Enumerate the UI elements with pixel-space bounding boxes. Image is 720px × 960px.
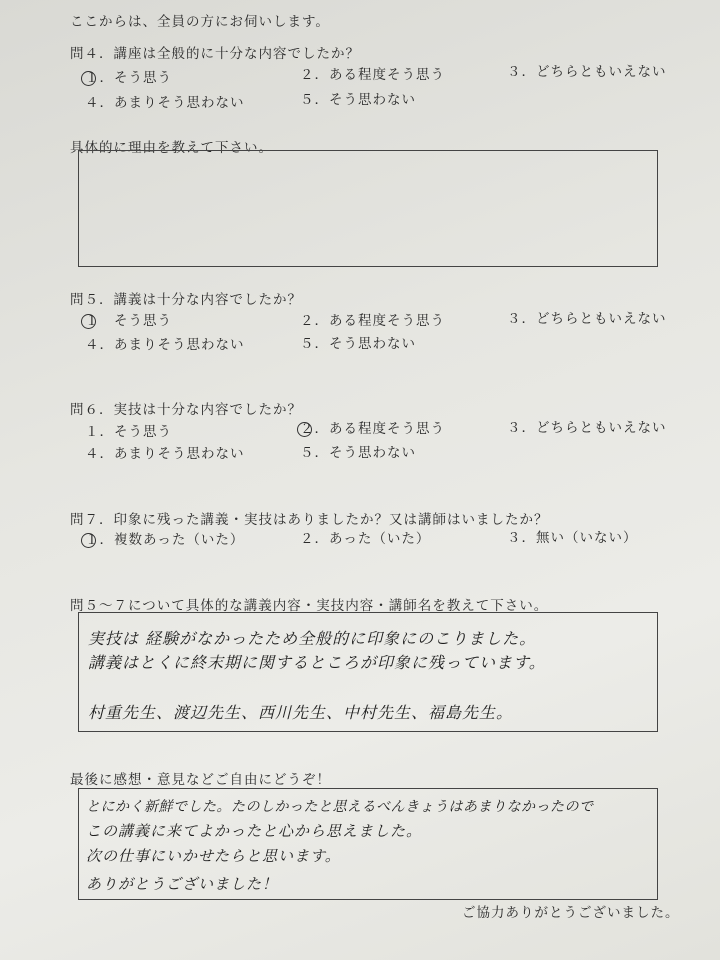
- final-label: 最後に感想・意見などご自由にどうぞ！: [70, 772, 331, 788]
- final-line-4: ありがとうございました！: [86, 875, 279, 893]
- q6-option-5: ５．そう思わない: [300, 445, 416, 461]
- q7-option-2: ２．あった（いた）: [300, 531, 431, 547]
- final-line-1: とにかく新鮮でした。たのしかったと思えるべんきょうはあまりなかったので: [86, 799, 594, 815]
- final-line-2: この講義に来てよかったと心から思えました。: [86, 822, 423, 840]
- q5-option-1: １ そう思う: [85, 313, 172, 329]
- q5-option-3: ３．どちらともいえない: [507, 311, 667, 327]
- detail-line-2: 講義はとくに終末期に関するところが印象に残っています。: [88, 653, 546, 672]
- q6-option-1: １．そう思う: [85, 424, 172, 440]
- q4-reason-label: 具体的に理由を教えて下さい。: [70, 140, 273, 156]
- q7-option-1: １．複数あった（いた）: [85, 532, 245, 548]
- q7-question: 問７．印象に残った講義・実技はありましたか？又は講師はいましたか？: [70, 512, 549, 528]
- q5-option-4: ４．あまりそう思わない: [85, 337, 245, 353]
- q7-option-3: ３．無い（いない）: [507, 530, 638, 546]
- q5-option-5: ５．そう思わない: [300, 336, 416, 352]
- q6-option-3: ３．どちらともいえない: [507, 420, 667, 436]
- q4-option-3: ３．どちらともいえない: [507, 64, 667, 80]
- detail-line-1: 実技は 経験がなかったため全般的に印象にのこりました。: [88, 629, 537, 648]
- detail-line-3: 村重先生、渡辺先生、西川先生、中村先生、福島先生。: [88, 703, 514, 722]
- q4-option-2: ２．ある程度そう思う: [300, 67, 445, 83]
- q4-option-1: １．そう思う: [85, 70, 172, 86]
- detail-label: 問５～７について具体的な講義内容・実技内容・講師名を教えて下さい。: [70, 598, 549, 614]
- thanks-text: ご協力ありがとうございました。: [462, 905, 680, 921]
- q6-option-4: ４．あまりそう思わない: [85, 446, 245, 462]
- q6-option-2: ２．ある程度そう思う: [300, 421, 445, 437]
- q6-question: 問６．実技は十分な内容でしたか？: [70, 402, 302, 418]
- q4-reason-box: [78, 150, 658, 267]
- q4-question: 問４．講座は全般的に十分な内容でしたか？: [70, 46, 360, 62]
- final-line-3: 次の仕事にいかせたらと思います。: [86, 847, 341, 865]
- q5-option-2: ２．ある程度そう思う: [300, 313, 445, 329]
- q4-option-5: ５．そう思わない: [300, 92, 416, 108]
- q4-option-4: ４．あまりそう思わない: [85, 95, 245, 111]
- q5-question: 問５．講義は十分な内容でしたか？: [70, 292, 302, 308]
- intro-text: ここからは、全員の方にお伺いします。: [70, 14, 330, 30]
